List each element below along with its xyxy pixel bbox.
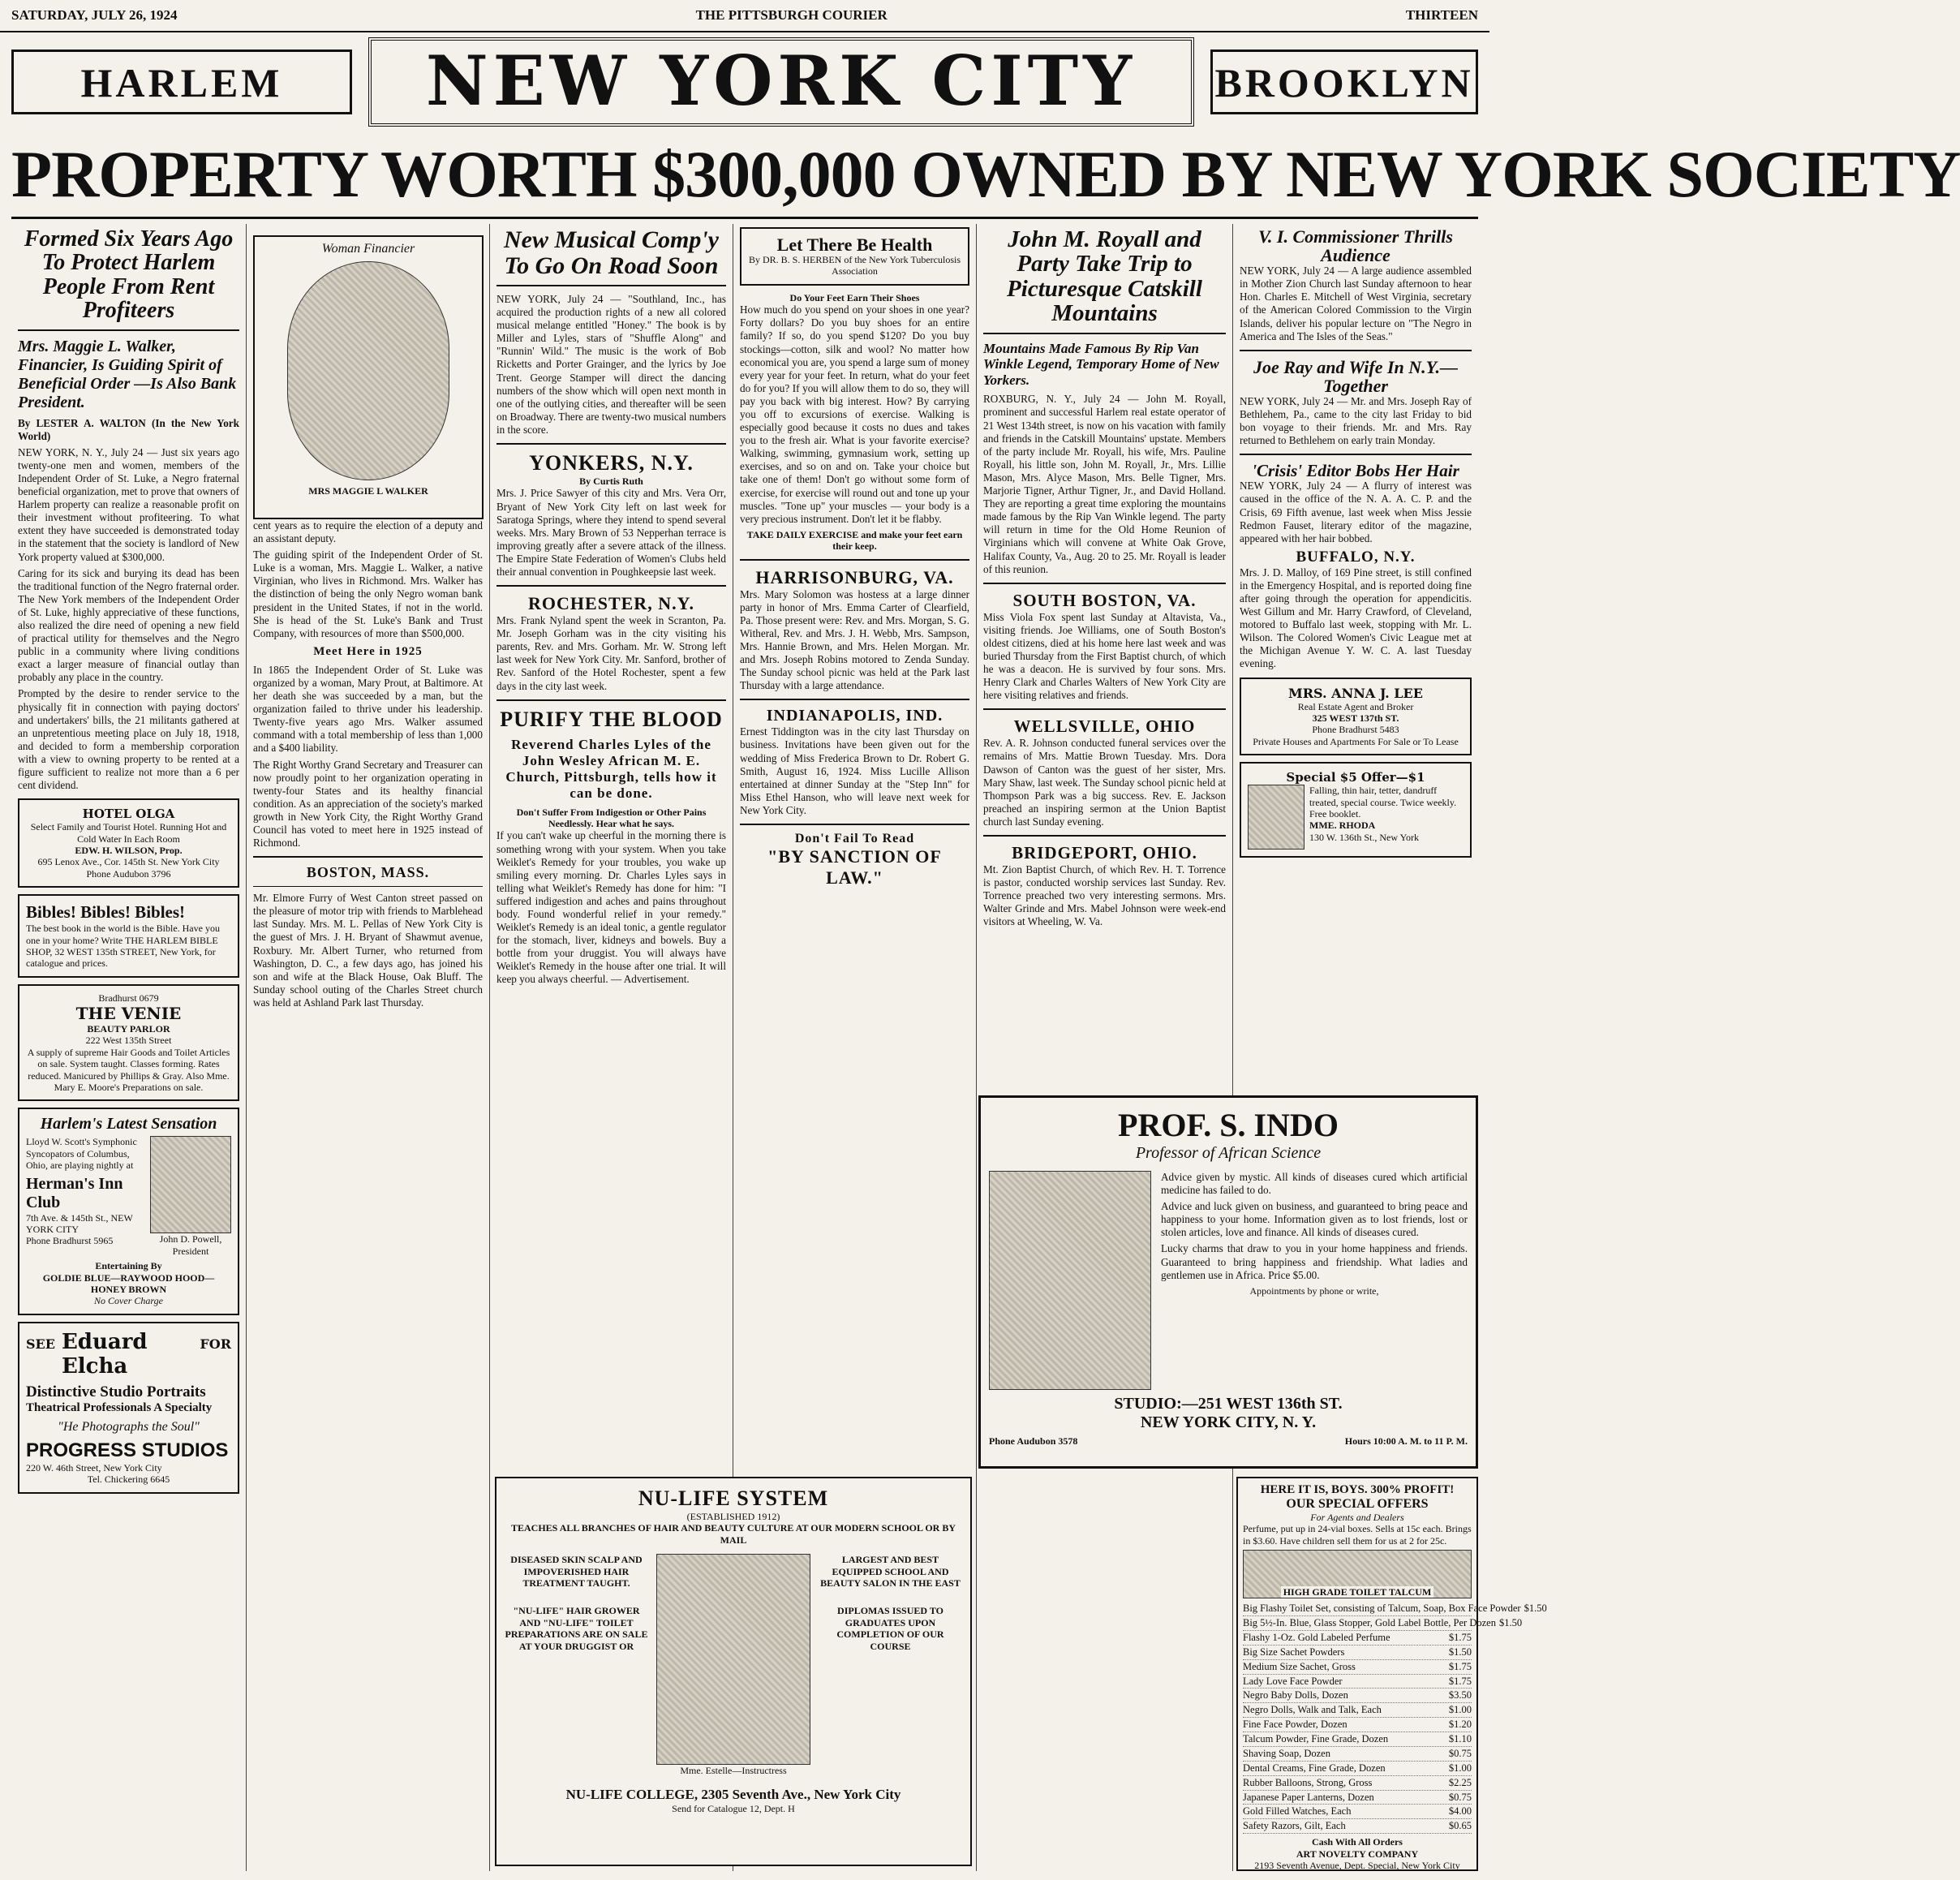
ad-hermans-inn-club (18, 1108, 239, 1314)
article-body: The Right Worthy Grand Secretary and Treasurer can now proudly point to her organization operating in twenty-four States and its healthy financial condition. As an appreciation of the society's marked growth in New York City, the Right Worthy Grand Council has voted to meet here in 1925 instead of Richmond. (253, 758, 483, 850)
promo-text: Don't Fail To Read (794, 832, 915, 846)
promo-text: "BY SANCTION OF LAW." (767, 846, 942, 888)
ad-text: SEE (26, 1336, 55, 1352)
ad-text: Falling, thin hair, tetter, dandruff treated, special course. Twice weekly. Free booklet. (1309, 785, 1457, 820)
article-body: How much do you spend on your shoes in one year? Forty dollars? Do you buy shoes for an entire family? If so, do you spend $120? Do you buy stockings—cotton, silk and wool? No matter how economical you are, you spend a large sum of money every year for your feet. In return, what do your feet do for you? If you will allow them to do so, they will pay you back with big interest. How? By carrying you off to excursions of exercise. Walking is especially good because it costs no dues and takes you to the fresh air. What is your favorite exercise? Walking, swimming, gymnasium work, setting up exercises, and so on and on. Take your choice but take one of them! Don't go without some form of exercise, for exercise will round out and tone up your muscles. "Tone up" your muscles — your body is a very precious instrument. Don't let it be flabby. (740, 303, 969, 525)
ad-title: Special $5 Offer—$1 (1286, 770, 1425, 785)
talcum-image (1243, 1550, 1472, 1598)
price-value: $1.00 (1448, 1762, 1472, 1774)
photo-woman-financier (253, 235, 484, 519)
price-value: $1.50 (1448, 1646, 1472, 1658)
article-body: Mrs. J. D. Malloy, of 169 Pine street, is still confined in the Emergency Hospital, and is reported doing fine after going through the operation for appendicitis. West Gillum and Mr. Harry Crawford, of Cleveland, motored to Buffalo last week, stopping with Mr. L. Wilson. The Colored Women's Civic League met at the Michigan Avenue Y. W. C. A. last Tuesday evening. (1240, 566, 1472, 670)
headline-joe-ray: Joe Ray and Wife In N.Y.—Together (1253, 356, 1458, 396)
article-body: Ernest Tiddington was in the city last Thursday on business. Invitations have been given out for the wedding of Miss Frederica Brown to Dr. Robert G. Smith, August 16, 1924. Miss Lucille Allison entertained at dinner Sunday at the "Step Inn" for Miss Ethel Hanson, who will leave next week for New York City. (740, 725, 969, 816)
price-value: $4.00 (1448, 1805, 1472, 1818)
section-south-boston: SOUTH BOSTON, VA. (1012, 590, 1197, 610)
headline-musical: New Musical Comp'y To Go On Road Soon (503, 226, 719, 279)
price-item: Gold Filled Watches, Each (1243, 1805, 1352, 1818)
article-body: NEW YORK, July 24 — Mr. and Mrs. Joseph Ray of Bethlehem, Pa., came to the city last Friday to bid bon voyage to their friends. Mr. and Mrs. Ray returned to Bethlehem on early train Monday. (1240, 394, 1472, 447)
ad-text: Advice given by mystic. All kinds of diseases cured which artificial medicine has failed to do. (1161, 1171, 1468, 1197)
page-number: THIRTEEN (1405, 7, 1478, 23)
ad-title: HERE IT IS, BOYS. 300% PROFIT! (1260, 1483, 1455, 1496)
price-item: Dental Creams, Fine Grade, Dozen (1243, 1762, 1386, 1774)
photo-caption: MRS MAGGIE L WALKER (308, 485, 428, 497)
ad-text: 222 West 135th Street (85, 1035, 172, 1047)
price-item: Japanese Paper Lanterns, Dozen (1243, 1791, 1374, 1803)
ad-text: 220 W. 46th Street, New York City (26, 1461, 162, 1473)
portrait-photo (287, 261, 449, 480)
price-value: $1.10 (1448, 1733, 1472, 1745)
article-body: In 1865 the Independent Order of St. Luke was organized by a woman, Mary Prout, at Baltimore. At her death she was succeeded by a man, but the organization failed to thrive under his leadership. Twenty-five years ago Mrs. Walker assumed command with a total membership of less than 1,000 and a $400 liability. (253, 663, 483, 755)
ad-text: Hours 10:00 A. M. to 11 P. M. (1344, 1435, 1468, 1447)
ad-mme-rhoda (1240, 762, 1472, 858)
ad-text: No Cover Charge (94, 1295, 163, 1307)
ad-text: HIGH GRADE TOILET TALCUM (1281, 1586, 1434, 1598)
price-item: Lady Love Face Powder (1243, 1675, 1343, 1687)
ad-text: 695 Lenox Ave., Cor. 145th St. New York City (37, 856, 220, 868)
price-value: $1.00 (1448, 1704, 1472, 1716)
ad-text: Real Estate Agent and Broker (1297, 700, 1414, 712)
ad-venie (18, 984, 239, 1102)
ad-text: Bradhurst 0679 (98, 992, 159, 1004)
section-health: Let There Be Health (776, 234, 933, 255)
column-5 (977, 224, 1233, 1871)
price-row (1243, 1747, 1472, 1762)
ad-hotel-olga (18, 798, 239, 888)
headline-purify-blood: PURIFY THE BLOOD (500, 707, 723, 731)
ad-title: PROGRESS STUDIOS (26, 1439, 229, 1461)
price-value: $0.75 (1448, 1747, 1472, 1759)
article-body: If you can't wake up cheerful in the morning there is something wrong with your system. When you take Weiklet's Remedy for your troubles, you wake up smiling every morning. Dr. Charles Lyles says in telling what Weiklet's Remedy has done for him: "I suffered indigestion and aches and pains throughout body. Found wonderful relief in your remedy." Weiklet's Remedy is an ideal tonic, a gentle regulator for the stomach, liver, kidneys and bowels. Buy a bottle from your druggist. You will always have Weiklet's Remedy in the house after one trial. It will keep you always cheerful. — Advertisement. (496, 829, 726, 986)
price-row (1243, 1819, 1472, 1834)
ad-text: 7th Ave. & 145th St., NEW YORK CITY (26, 1211, 133, 1235)
headline-vi-commissioner: V. I. Commissioner Thrills Audience (1258, 226, 1453, 266)
ad-club-name: Herman's Inn Club (26, 1174, 123, 1211)
section-yonkers: YONKERS, N.Y. (529, 451, 694, 475)
ad-text: Perfume, put up in 24-vial boxes. Sells at 15c each. Brings in $3.60. Have children sell them for us at 2 for 25c. (1243, 1523, 1472, 1547)
price-row (1243, 1675, 1472, 1689)
article-body: Mr. Elmore Furry of West Canton street passed on the pleasure of motor trip with friends to Marblehead last Sunday. Mrs. M. L. Pellas of New York City is the guest of Mrs. J. H. Bryant of Shawmut avenue, Roxbury. Mr. Albert Turner, who returned from Washington, D. C., a few days ago, has joined his son and wife at the Black House, Oak Bluff. The Sunday school outing of the Charles Street church was held at Ashland Park last Thursday. (253, 892, 483, 1009)
ad-text: DIPLOMAS ISSUED TO GRADUATES UPON COMPLETION OF OUR COURSE (836, 1605, 944, 1652)
byline: By DR. B. S. HERBEN of the New York Tuberculosis Association (748, 254, 961, 277)
health-footer: TAKE DAILY EXERCISE and make your feet earn their keep. (746, 528, 963, 553)
ad-nu-life (495, 1477, 972, 1866)
ad-text: OUR SPECIAL OFFERS (1286, 1497, 1429, 1511)
article-body: NEW YORK, N. Y., July 24 — Just six years ago twenty-one men and women, members of the Independent Order of St. Luke, a Negro fraternal beneficial organization, met to prove that owners of Harlem property can realize a reasonable profit on their investment without profiteering. To what extent they have succeeded is demonstrated today in the statement that the society is landlord of New York property valued at $300,000. (18, 445, 239, 563)
ad-text: MME. RHODA (1309, 820, 1376, 832)
article-body: Miss Viola Fox spent last Sunday at Altavista, Va., visiting friends. Joe Williams, one of South Boston's oldest citizens, died at his home here last week and was buried Thursday from the First Baptist church, of which he was a deacon. He is survived by four sons. Mrs. Henry Clark and Charles Walters of New York City are here visiting relatives and friends. (983, 610, 1226, 702)
ad-tagline: Don't Suffer From Indigestion or Other Pains Needlessly. Hear what he says. (516, 806, 707, 830)
ad-text: Phone Bradhurst 5965 (26, 1235, 114, 1247)
ad-text: 325 WEST 137th ST. (1312, 712, 1399, 724)
subhead-feet: Do Your Feet Earn Their Shoes (789, 291, 920, 303)
headline-rent-profiteers: Formed Six Years Ago To Protect Harlem People From Rent Profiteers (24, 226, 234, 324)
article-body: Caring for its sick and burying its dead has been the traditional function of the Negro fraternal order. The New York members of the Independent Order of St. Luke, highly appreciative of these functions, also realized the dire need of opening a new field of practical utility for themselves and the Negro public in a community where living conditions exact a larger measure of financial outlay than probably any place in the country. (18, 566, 239, 684)
price-value: $1.50 (1498, 1617, 1523, 1629)
price-value: $0.75 (1448, 1791, 1472, 1803)
price-value: $1.50 (1524, 1603, 1547, 1615)
ad-text: Lucky charms that draw to you in your home happiness and friends. Guaranteed to bring happiness and friendship. What ladies and gentlemen use in Africa. Price $5.00. (1161, 1242, 1468, 1281)
price-item: Fine Face Powder, Dozen (1243, 1719, 1348, 1731)
price-row (1243, 1631, 1472, 1646)
ad-text: LARGEST AND BEST EQUIPPED SCHOOL AND BEAUTY SALON IN THE EAST (820, 1554, 961, 1589)
ad-text: Advice and luck given on business, and guaranteed to bring peace and happiness to your home. Information given as to lost friends, lost or stolen articles, love and finance. All kinds of diseases cured. (1161, 1200, 1468, 1239)
section-boston: BOSTON, MASS. (306, 864, 430, 881)
section-indianapolis: INDIANAPOLIS, IND. (766, 707, 943, 725)
ad-text: DISEASED SKIN SCALP AND IMPOVERISHED HAIR TREATMENT TAUGHT. (510, 1554, 643, 1589)
price-row (1243, 1616, 1523, 1631)
section-buffalo: BUFFALO, N.Y. (1296, 548, 1416, 566)
column-1 (11, 224, 247, 1871)
price-value: $1.75 (1448, 1631, 1472, 1643)
price-value: $1.20 (1448, 1719, 1472, 1731)
subhead-rip-van-winkle: Mountains Made Famous By Rip Van Winkle Legend, Temporary Home of New Yorkers. (983, 340, 1219, 388)
article-body: NEW YORK, July 24 — "Southland, Inc., has acquired the production rights of a new all colored musical melange entitled "Honey." The book is by Miller and Lyles, stars of "Shuffle Along" and "Runnin' Wild." The music is the work of Bob Ricketts and Porter Grainger, and the lyrics by Joe Trent. George Stamper will direct the dancing numbers of the show which will open next month in one of the outlying cities, and thereafter will be seen on Broadway. There are twenty-two musical numbers in the score. (496, 293, 726, 436)
ad-text: "He Photographs the Soul" (58, 1419, 200, 1434)
section-bridgeport: BRIDGEPORT, OHIO. (1012, 843, 1197, 863)
portrait-photo (1248, 785, 1305, 850)
subhead-walker: Mrs. Maggie L. Walker, Financier, Is Guiding Spirit of Beneficial Order —Is Also Bank President. (18, 337, 237, 411)
ad-bibles (18, 894, 239, 978)
ad-text: TEACHES ALL BRANCHES OF HAIR AND BEAUTY CULTURE AT OUR MODERN SCHOOL OR BY MAIL (511, 1522, 956, 1546)
price-row (1243, 1689, 1472, 1703)
ad-text: 130 W. 136th St., New York (1309, 831, 1420, 843)
portrait-photo (150, 1136, 231, 1233)
byline: By LESTER A. WALTON (In the New York World) (18, 416, 239, 442)
ad-text: Professor of African Science (1135, 1144, 1322, 1162)
subhead-lyles: Reverend Charles Lyles of the John Wesley African M. E. Church, Pittsburgh, tells how it can be done. (505, 736, 717, 801)
portrait-photo (989, 1171, 1151, 1390)
subhead-meet-1925: Meet Here in 1925 (313, 644, 423, 658)
price-row (1243, 1732, 1472, 1747)
ad-text: 2193 Seventh Avenue, Dept. Special, New York City (1254, 1859, 1460, 1871)
price-value: $1.75 (1448, 1660, 1472, 1672)
ad-text: The best book in the world is the Bible. Have you one in your home? Write THE HARLEM BIBLE SHOP, 32 WEST 135th STREET, New York, for catalogue and prices. (26, 923, 220, 970)
article-body: The guiding spirit of the Independent Order of St. Luke is a woman, Mrs. Maggie L. Walker, a native Virginian, who lives in Richmond. Mrs. Walker has the distinction of being the only Negro woman bank president in the United States, if not in the world. She is head of the St. Luke's Bank and Trust Company, with resources of more than $500,000. (253, 549, 483, 639)
banner-headline: PROPERTY WORTH $300,000 OWNED BY NEW YORK SOCIETY (11, 130, 1478, 219)
ad-text: A supply of supreme Hair Goods and Toilet Articles on sale. System taught. Classes forming. Rates reduced. Manicured by Phillips & Gray. Also Mme. Mary E. Moore's Preparations on sale. (27, 1046, 230, 1094)
photo-caption: Mme. Estelle—Instructress (680, 1765, 787, 1777)
article-body: cent years as to require the election of a deputy and an assistant deputy. (253, 519, 483, 545)
price-item: Talcum Powder, Fine Grade, Dozen (1243, 1733, 1389, 1745)
price-item: Safety Razors, Gilt, Each (1243, 1820, 1346, 1832)
ad-text: (ESTABLISHED 1912) (686, 1511, 780, 1522)
health-header-box (740, 227, 969, 286)
section-wellsville: WELLSVILLE, OHIO (1013, 716, 1196, 737)
masthead (11, 37, 1478, 127)
article-body: NEW YORK, July 24 — A flurry of interest was caused in the office of the N. A. A. C. P. and the Crisis, 69 Fifth avenue, last week when Miss Jessie Redmon Fauset, literary editor of the magazine, appeared with her hair bobbed. (1240, 480, 1472, 544)
ad-text: For Agents and Dealers (1310, 1512, 1404, 1523)
article-body: NEW YORK, July 24 — A large audience assembled in Mother Zion Church last Sunday afternoon to hear Hon. Charles E. Mitchell of West Virginia, secretary of the American Colored Commission to the Virgin Islands, deliver his popular lecture on "The Negro in America and The Isles of the Seas." (1240, 265, 1472, 342)
photo-title: Woman Financier (321, 242, 415, 256)
ad-progress-studios (18, 1322, 239, 1494)
price-item: Big 5½-In. Blue, Glass Stopper, Gold Label Bottle, Per Dozen (1243, 1617, 1496, 1629)
ad-text: BEAUTY PARLOR (87, 1023, 170, 1035)
article-body: Prompted by the desire to render service to the physically fit in connection with paying doctors' and undertakers' bills, the 21 militants gathered at an unpretentious meeting place on July 18, 1918, and decided to form a membership corporation with a view to owning property to be rented at a figure sufficient to realize not more than a 6 per cent dividend. (18, 687, 239, 792)
price-row (1243, 1718, 1472, 1732)
ad-title: THE VENIE (75, 1004, 182, 1024)
portrait-photo (656, 1554, 810, 1765)
price-row (1243, 1602, 1547, 1616)
ad-text: Appointments by phone or write, (1249, 1284, 1379, 1297)
ad-title: PROF. S. INDO (1118, 1107, 1339, 1143)
article-body: Mrs. Mary Solomon was hostess at a large dinner party in honor of Mrs. Emma Carter of Clearfield, Pa. Those present were: Rev. and Mrs. Morgan, S. G. Witheral, Rev. and Mrs. J. H. Webb, Mrs. Sampson, Mrs. Hannie Brown, and Mrs. Helen Morgan. Mr. and Mrs. Joseph Robins motored to Zenda Sunday. The Sunday school picnic was held at the Park last Thursday with a large attendance. (740, 587, 969, 692)
masthead-new-york-city: NEW YORK CITY (368, 37, 1194, 127)
ad-text: Tel. Chickering 6645 (87, 1473, 170, 1486)
ad-title: Bibles! Bibles! Bibles! (26, 902, 186, 923)
price-item: Big Flashy Toilet Set, consisting of Talcum, Soap, Box Face Powder (1243, 1603, 1521, 1615)
ad-text: Entertaining By (95, 1260, 162, 1272)
ad-text: Private Houses and Apartments For Sale or To Lease (1253, 735, 1459, 747)
price-row (1243, 1703, 1472, 1718)
issue-date: SATURDAY, JULY 26, 1924 (11, 7, 178, 23)
price-row (1243, 1791, 1472, 1805)
section-harrisonburg: HARRISONBURG, VA. (755, 566, 954, 587)
price-row (1243, 1776, 1472, 1791)
byline: By Curtis Ruth (579, 475, 643, 488)
article-body: ROXBURG, N. Y., July 24 — John M. Royall, prominent and successful Harlem real estate operator of 21 West 134th street, is now on his vacation with family and friends in the Catskill Mountains' upstate. Members of the party include Mr. Royall, his wife, Mrs. Pauline Royall, his little son, John M. Royall, Jr., Mrs. Lillie Mason, Mrs. Alyce Mason, Mrs. Belle Tigner, Mrs. Marjorie Tigner, Arthur Tigner, Jr., and David Holland. They are reporting a great time exploring the mountains made famous by the Rip Van Winkle legend. The party will return in time for the Old Home Reunion of Virginians which will convene at White Oak Grove, Halifax County, Va., Aug. 20 to 25. Mr. Royall is leader of this reunion. (983, 393, 1226, 575)
ad-title: Harlem's Latest Sensation (40, 1115, 217, 1134)
price-value: $2.25 (1448, 1776, 1472, 1788)
page-header (0, 0, 1489, 32)
price-value: $3.50 (1448, 1689, 1472, 1701)
ad-text: Theatrical Professionals A Specialty (26, 1400, 213, 1414)
ad-title: MRS. ANNA J. LEE (1288, 685, 1423, 701)
ad-text: Phone Bradhurst 5483 (1312, 724, 1399, 736)
price-row (1243, 1762, 1472, 1776)
ad-text: STUDIO:—251 WEST 136th ST. (1114, 1395, 1343, 1413)
article-body: Rev. A. R. Johnson conducted funeral services over the remains of Mrs. Mattie Brown Tuesday. Mrs. Dora Dawson of Canton was the guest of her sister, Mrs. Mary Shaw, last week. The Sunday school picnic held at Thompson Park was a big success. Rev. E. Jackson preached an inspiring sermon at the Union Baptist church last Sunday evening. (983, 737, 1226, 828)
price-item: Big Size Sachet Powders (1243, 1646, 1345, 1658)
headline-crisis-editor: 'Crisis' Editor Bobs Her Hair (1252, 461, 1459, 481)
price-list (1243, 1602, 1547, 1834)
headline-royall: John M. Royall and Party Take Trip to Picturesque Catskill Mountains (1007, 226, 1202, 327)
article-body: Mrs. Frank Nyland spent the week in Scranton, Pa. Mr. Joseph Gorham was in the city visiting his parents, Rev. and Mrs. Gorham. Mr. W. Strong left last week for New York City. Mr. Sanford, brother of Rev. Sanford of the Hotel Rochester, spent a few days in the city last week. (496, 614, 726, 692)
price-item: Medium Size Sachet, Gross (1243, 1660, 1356, 1672)
ad-title: NU-LIFE SYSTEM (638, 1486, 829, 1510)
ad-text: Cash With All Orders (1312, 1836, 1403, 1848)
ad-title: HOTEL OLGA (82, 807, 175, 822)
price-value: $1.75 (1448, 1675, 1472, 1687)
ad-text: NU-LIFE COLLEGE, 2305 Seventh Ave., New York City (565, 1786, 901, 1802)
ad-text: ART NOVELTY COMPANY (1296, 1848, 1419, 1860)
ad-text: Lloyd W. Scott's Symphonic Syncopators of Columbus, Ohio, are playing nightly at (26, 1136, 137, 1172)
price-row (1243, 1646, 1472, 1660)
price-item: Flashy 1-Oz. Gold Labeled Perfume (1243, 1631, 1390, 1643)
ad-text: Select Family and Tourist Hotel. Running Hot and Cold Water In Each Room (30, 821, 227, 845)
price-value: $0.65 (1448, 1820, 1472, 1832)
price-row (1243, 1660, 1472, 1675)
ad-text: Phone Audubon 3796 (86, 867, 171, 880)
price-item: Rubber Balloons, Strong, Gross (1243, 1776, 1373, 1788)
price-item: Negro Dolls, Walk and Talk, Each (1243, 1704, 1382, 1716)
ad-text: "NU-LIFE" HAIR GROWER AND "NU-LIFE" TOILET PREPARATIONS ARE ON SALE AT YOUR DRUGGIST OR (505, 1605, 648, 1652)
price-row (1243, 1805, 1472, 1819)
price-item: Negro Baby Dolls, Dozen (1243, 1689, 1348, 1701)
ad-text: Phone Audubon 3578 (989, 1435, 1078, 1447)
ad-text: NEW YORK CITY, N. Y. (1140, 1413, 1317, 1431)
ad-text: Distinctive Studio Portraits (26, 1383, 206, 1400)
article-body: Mt. Zion Baptist Church, of which Rev. H. T. Torrence is pastor, conducted worship services last Sunday. Rev. Torrence preached two very interesting sermons. Mrs. Walter Grinde and Mrs. Mabel Johnson were week-end visitors at Wheeling, W. Va. (983, 863, 1226, 928)
ad-art-novelty (1236, 1477, 1547, 1871)
masthead-brooklyn: BROOKLYN (1210, 49, 1478, 114)
paper-name: THE PITTSBURGH COURIER (695, 7, 888, 23)
section-rochester: ROCHESTER, N.Y. (528, 593, 694, 614)
masthead-harlem: HARLEM (11, 49, 352, 114)
photo-caption: John D. Powell, President (159, 1233, 222, 1257)
ad-prof-indo (978, 1095, 1478, 1469)
ad-text: Send for Catalogue 12, Dept. H (672, 1802, 795, 1814)
ad-text: GOLDIE BLUE—RAYWOOD HOOD—HONEY BROWN (42, 1271, 215, 1295)
ad-text: EDW. H. WILSON, Prop. (75, 844, 183, 856)
price-item: Shaving Soap, Dozen (1243, 1747, 1330, 1759)
ad-text: FOR (200, 1336, 231, 1352)
article-body: Mrs. J. Price Sawyer of this city and Mrs. Vera Orr, Bryant of New York City left on last week for Saratoga Springs, where they intend to spend several weeks. Mrs. Mary Brown of 53 Nepperhan terrace is improving greatly after a severe attack of the illness. The Empire State Federation of Women's Clubs held their annual convention in Poughkeepsie last week. (496, 487, 726, 578)
ad-title: Eduard Elcha (61, 1329, 148, 1379)
ad-anna-lee (1240, 678, 1472, 756)
